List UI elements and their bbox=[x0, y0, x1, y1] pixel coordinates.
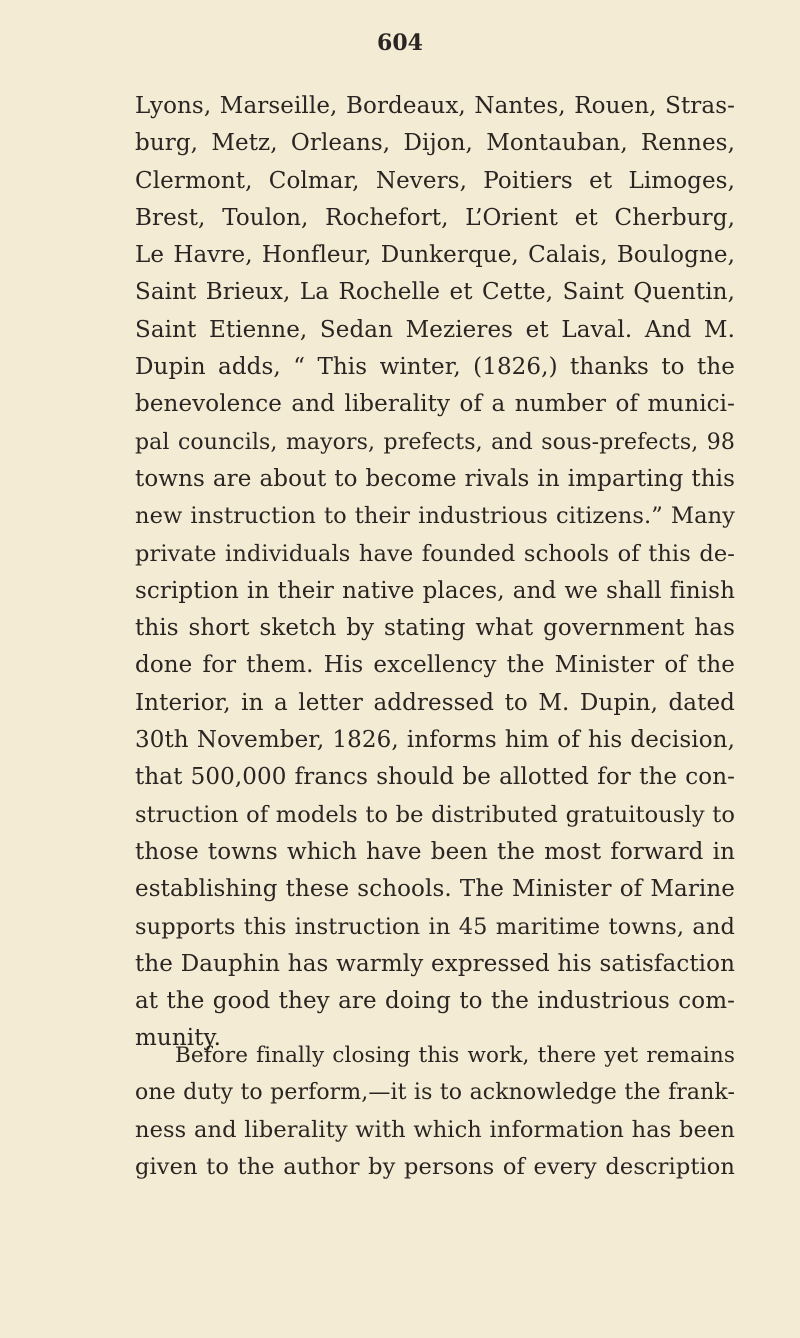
text-line: Before finally closing this work, there yet remains bbox=[175, 1043, 735, 1068]
text-line: pal councils, mayors, prefects, and sous-prefects, 98 bbox=[135, 429, 735, 455]
text-line: ness and liberality with which information has been bbox=[135, 1116, 735, 1143]
text-line: new instruction to their industrious citizens.” Many bbox=[135, 503, 735, 530]
paragraph bbox=[135, 88, 735, 1058]
text-line: towns are about to become rivals in imparting this bbox=[135, 465, 735, 492]
text-line: Dupin adds, “ This winter, (1826,) thanks to the bbox=[135, 354, 735, 381]
text-line: Saint Etienne, Sedan Mezieres et Laval. And M. bbox=[135, 316, 735, 343]
text-line: scription in their native places, and we shall finish bbox=[135, 577, 735, 604]
text-line: Clermont, Colmar, Nevers, Poitiers et Limoges, bbox=[135, 167, 735, 194]
page-number: 604 bbox=[377, 30, 423, 56]
text-line: at the good they are doing to the industrious com- bbox=[135, 988, 735, 1015]
text-line: given to the author by persons of every description bbox=[135, 1153, 735, 1180]
text-line: private individuals have founded schools of this de- bbox=[135, 540, 735, 567]
text-line: supports this instruction in 45 maritime towns, and bbox=[135, 913, 735, 940]
text-line: struction of models to be distributed gratuitously to bbox=[135, 801, 735, 828]
text-line: that 500,000 francs should be allotted for the con- bbox=[135, 764, 735, 791]
text-line: the Dauphin has warmly expressed his satisfaction bbox=[135, 950, 735, 977]
text-line: benevolence and liberality of a number of munici- bbox=[135, 391, 735, 418]
text-line: one duty to perform,—it is to acknowledge the frank- bbox=[135, 1080, 735, 1106]
text-line: done for them. His excellency the Minister of the bbox=[135, 652, 735, 679]
text-line: this short sketch by stating what government has bbox=[135, 615, 735, 642]
text-line: Le Havre, Honfleur, Dunkerque, Calais, Boulogne, bbox=[135, 242, 735, 269]
text-line: those towns which have been the most forward in bbox=[135, 838, 735, 865]
text-line: Interior, in a letter addressed to M. Dupin, dated bbox=[135, 689, 735, 716]
text-line: 30th November, 1826, informs him of his decision, bbox=[135, 727, 735, 754]
paragraph bbox=[135, 1037, 735, 1186]
text-line: establishing these schools. The Minister of Marine bbox=[135, 876, 735, 903]
text-line: munity. bbox=[135, 1025, 221, 1052]
text-line: Brest, Toulon, Rochefort, L’Orient et Cherburg, bbox=[135, 204, 735, 231]
text-line: Saint Brieux, La Rochelle et Cette, Saint Quentin, bbox=[135, 279, 735, 306]
text-line: Lyons, Marseille, Bordeaux, Nantes, Rouen, Stras- bbox=[135, 93, 735, 119]
text-line: burg, Metz, Orleans, Dijon, Montauban, Rennes, bbox=[135, 130, 735, 157]
